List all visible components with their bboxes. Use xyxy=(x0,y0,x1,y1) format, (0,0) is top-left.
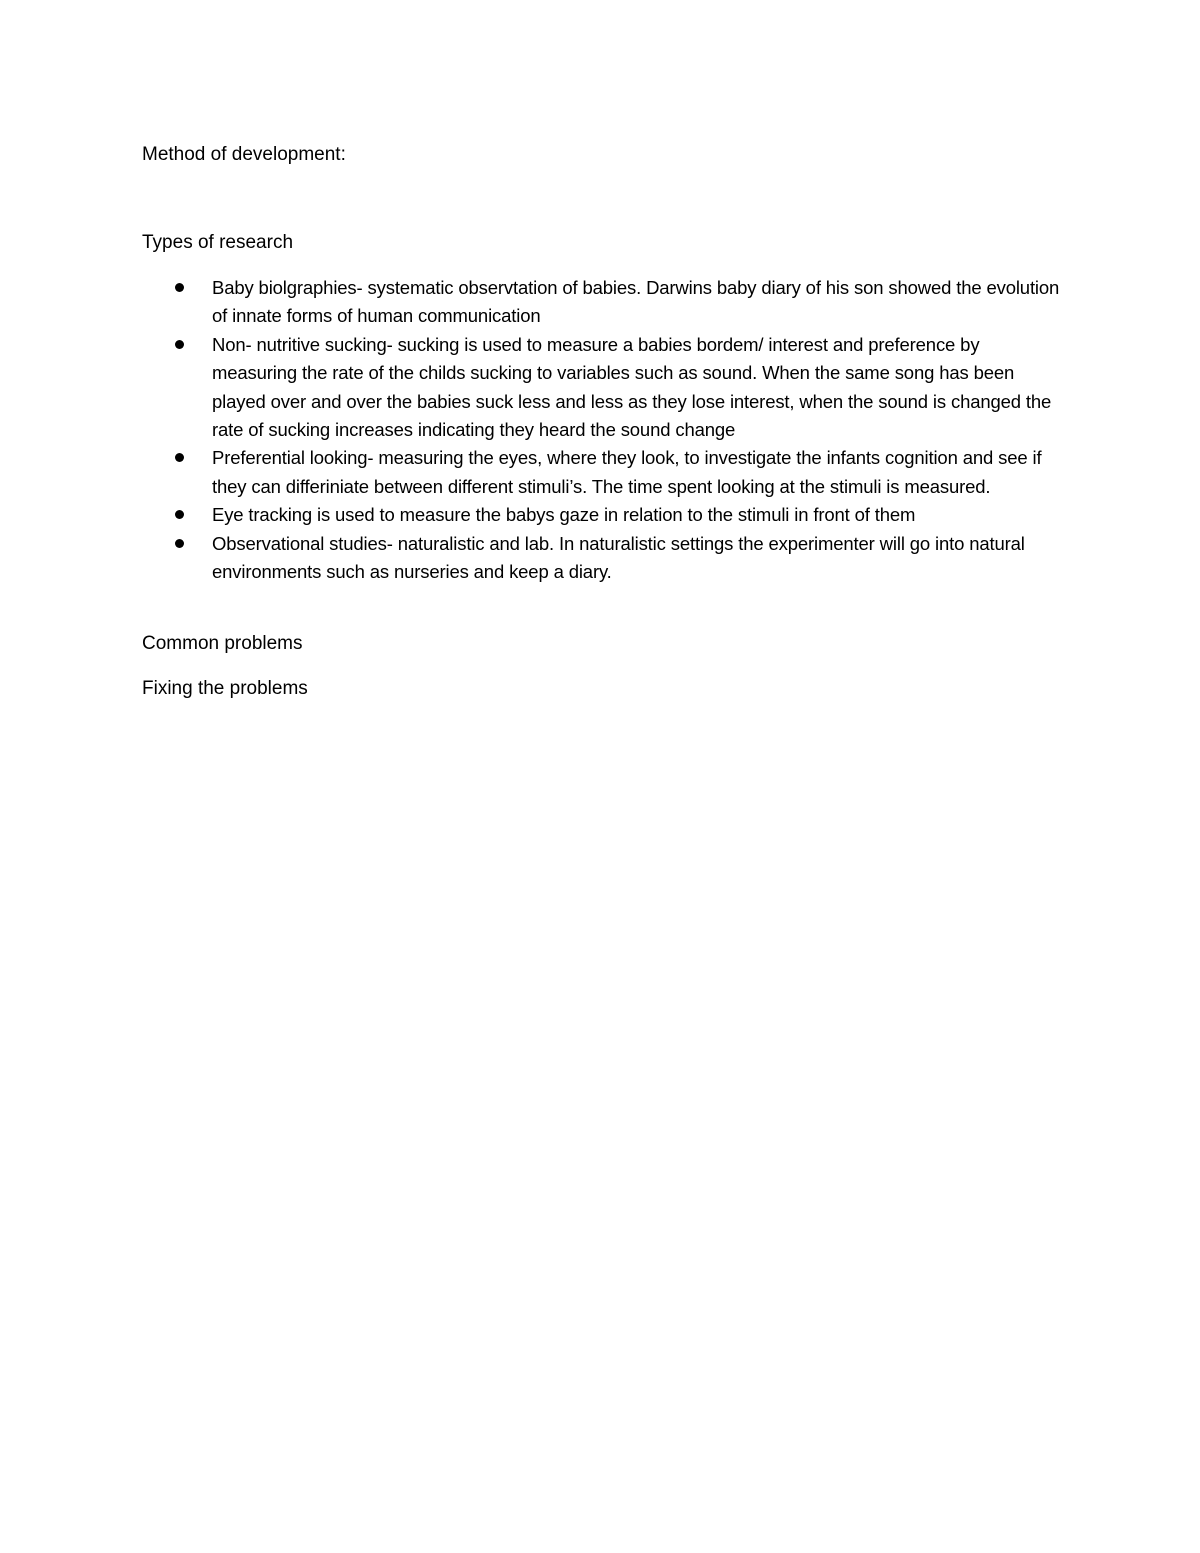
research-types-list xyxy=(142,274,1062,586)
section-heading-common-problems: Common problems xyxy=(142,633,303,654)
bullet-icon xyxy=(175,340,184,349)
bullet-icon xyxy=(175,283,184,292)
bullet-icon xyxy=(175,510,184,519)
list-item-text: Non- nutritive sucking- sucking is used to measure a babies bordem/ interest and preference by measuring the rate of the childs sucking to variables such as sound. When the same song has been played over and over the babies suck less and less as they lose interest, when the sound is changed the rate of sucking increases indicating they heard the sound change xyxy=(212,333,1052,441)
list-item xyxy=(142,331,1062,445)
document-title: Method of development: xyxy=(142,144,346,165)
list-item-text: Preferential looking- measuring the eyes, where they look, to investigate the infants cognition and see if they can differiniate between different stimuli’s. The time spent looking at the stimuli is measured. xyxy=(212,447,1042,497)
list-item-text: Eye tracking is used to measure the babys gaze in relation to the stimuli in front of them xyxy=(212,504,916,526)
list-item xyxy=(142,501,1062,529)
list-item xyxy=(142,530,1062,587)
list-item xyxy=(142,274,1062,331)
list-item xyxy=(142,444,1062,501)
bullet-icon xyxy=(175,539,184,548)
section-heading-types-of-research: Types of research xyxy=(142,232,294,253)
list-item-text: Observational studies- naturalistic and lab. In naturalistic settings the experimenter will go into natural environments such as nurseries and keep a diary. xyxy=(212,532,1025,583)
section-heading-fixing-the-problems: Fixing the problems xyxy=(142,678,308,699)
bullet-icon xyxy=(175,453,184,462)
list-item-text: Baby biolgraphies- systematic observtation of babies. Darwins baby diary of his son showed the evolution of innate forms of human communication xyxy=(212,277,1060,327)
